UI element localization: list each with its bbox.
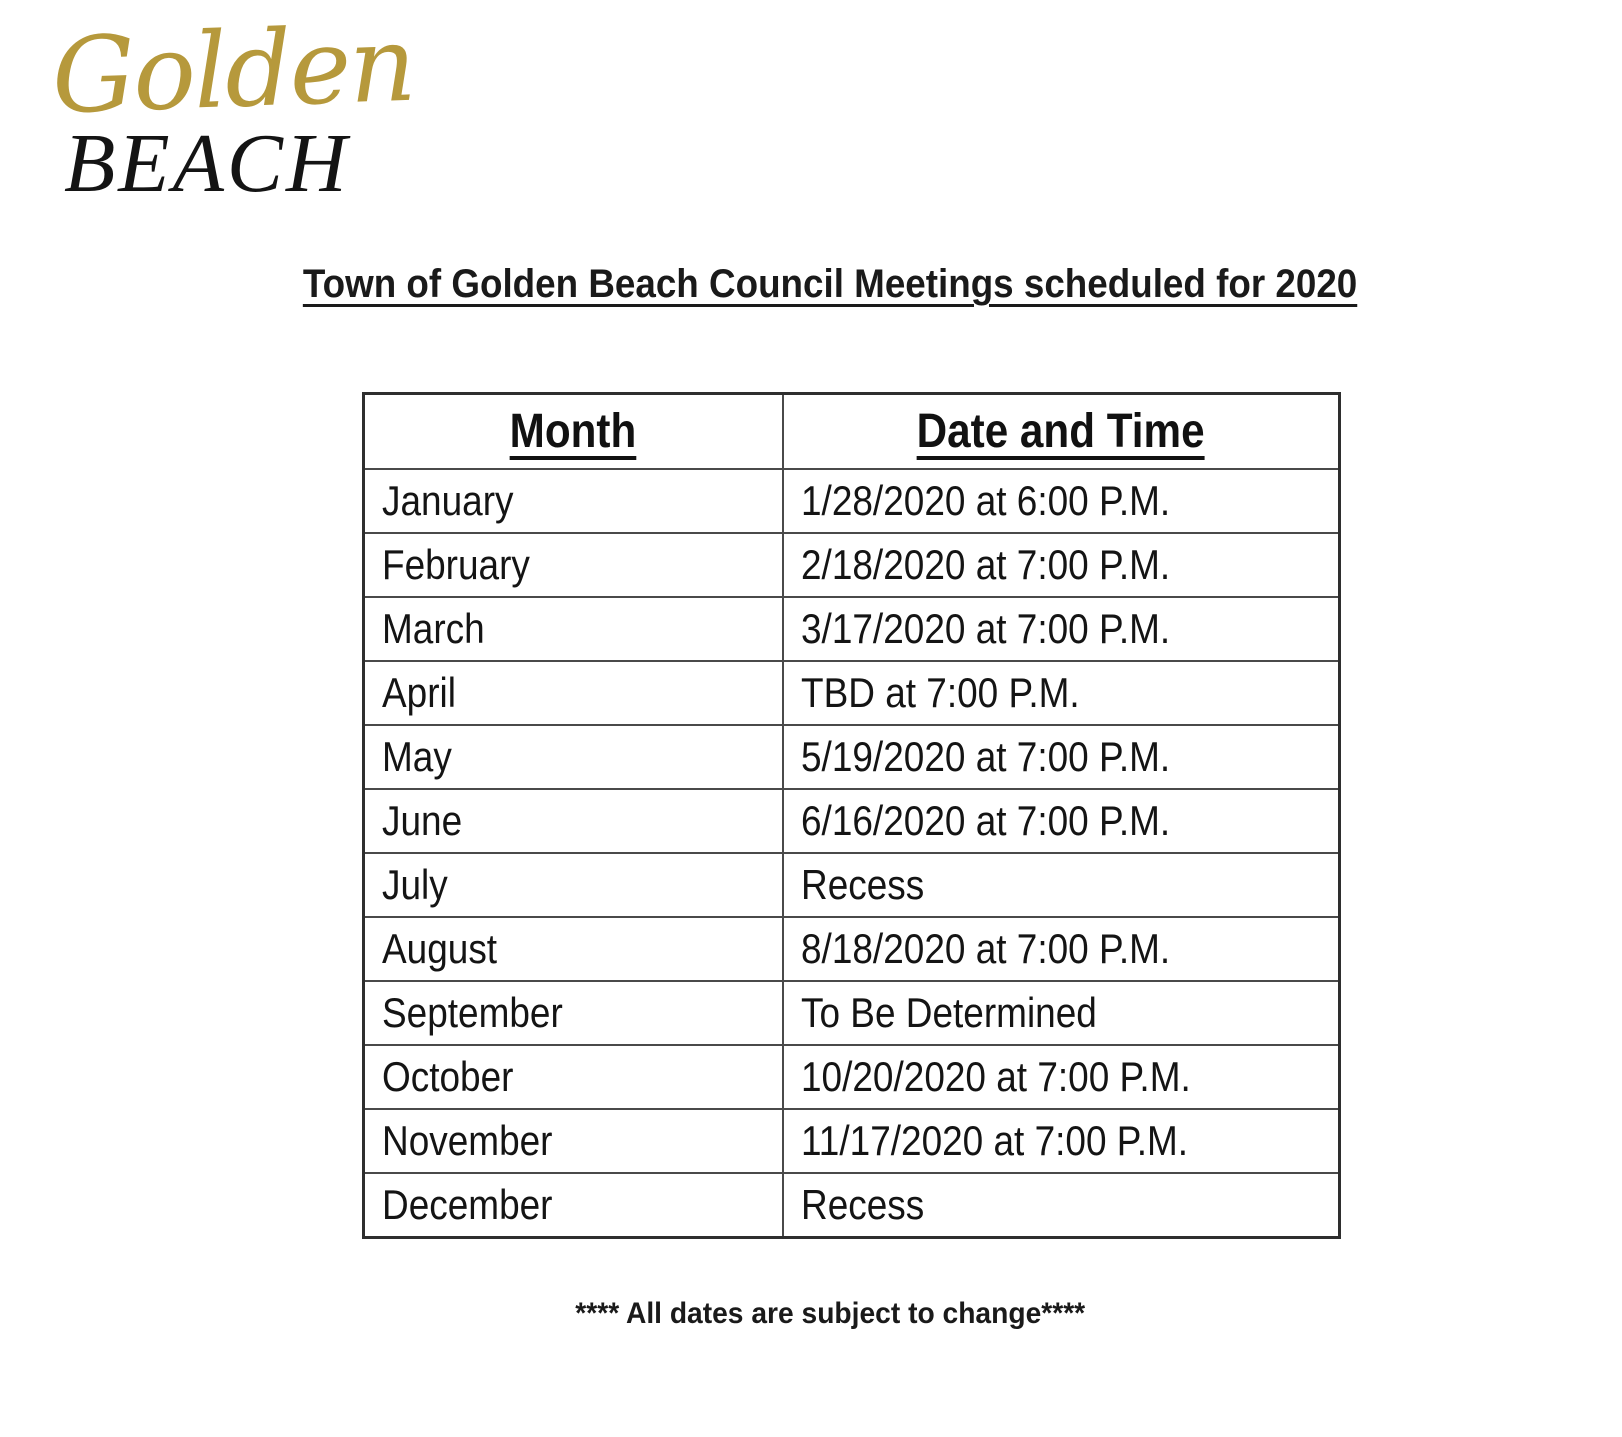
date-time-cell: 8/18/2020 at 7:00 P.M. — [783, 917, 1340, 981]
month-cell: October — [364, 1045, 783, 1109]
page-title: Town of Golden Beach Council Meetings scheduled for 2020 — [302, 262, 1358, 306]
table-row — [364, 469, 1340, 533]
month-cell: August — [364, 917, 783, 981]
meeting-schedule-table — [362, 392, 1341, 1239]
month-cell: November — [364, 1109, 783, 1173]
golden-beach-logo — [30, 2, 417, 220]
month-column-header: Month — [364, 394, 783, 470]
logo-golden-script: Golden — [49, 2, 417, 138]
table-row — [364, 661, 1340, 725]
month-cell: June — [364, 789, 783, 853]
month-cell: May — [364, 725, 783, 789]
month-cell: January — [364, 469, 783, 533]
date-time-cell: 5/19/2020 at 7:00 P.M. — [783, 725, 1340, 789]
table-row — [364, 853, 1340, 917]
table-row — [364, 1109, 1340, 1173]
month-cell: September — [364, 981, 783, 1045]
table-row — [364, 533, 1340, 597]
month-cell: April — [364, 661, 783, 725]
table-row — [364, 789, 1340, 853]
date-time-cell: TBD at 7:00 P.M. — [783, 661, 1340, 725]
month-cell: March — [364, 597, 783, 661]
date-time-cell: 2/18/2020 at 7:00 P.M. — [783, 533, 1340, 597]
table-row — [364, 981, 1340, 1045]
date-time-cell: 6/16/2020 at 7:00 P.M. — [783, 789, 1340, 853]
date-time-column-header: Date and Time — [783, 394, 1340, 470]
table-row — [364, 597, 1340, 661]
table-row — [364, 1045, 1340, 1109]
table-row — [364, 1173, 1340, 1238]
date-time-cell: 3/17/2020 at 7:00 P.M. — [783, 597, 1340, 661]
date-time-cell: 1/28/2020 at 6:00 P.M. — [783, 469, 1340, 533]
table-row — [364, 917, 1340, 981]
month-cell: December — [364, 1173, 783, 1238]
footer-note: **** All dates are subject to change**** — [575, 1297, 1085, 1330]
date-time-cell: To Be Determined — [783, 981, 1340, 1045]
month-cell: July — [364, 853, 783, 917]
logo-beach-text: BEACH — [64, 117, 350, 210]
page-title-container — [0, 262, 1622, 307]
date-time-cell: 10/20/2020 at 7:00 P.M. — [783, 1045, 1340, 1109]
month-cell: February — [364, 533, 783, 597]
date-time-cell: Recess — [783, 853, 1340, 917]
date-time-cell: 11/17/2020 at 7:00 P.M. — [783, 1109, 1340, 1173]
table-header-row — [364, 394, 1340, 470]
table-row — [364, 725, 1340, 789]
date-time-cell: Recess — [783, 1173, 1340, 1238]
footer-note-container — [0, 1297, 1622, 1331]
